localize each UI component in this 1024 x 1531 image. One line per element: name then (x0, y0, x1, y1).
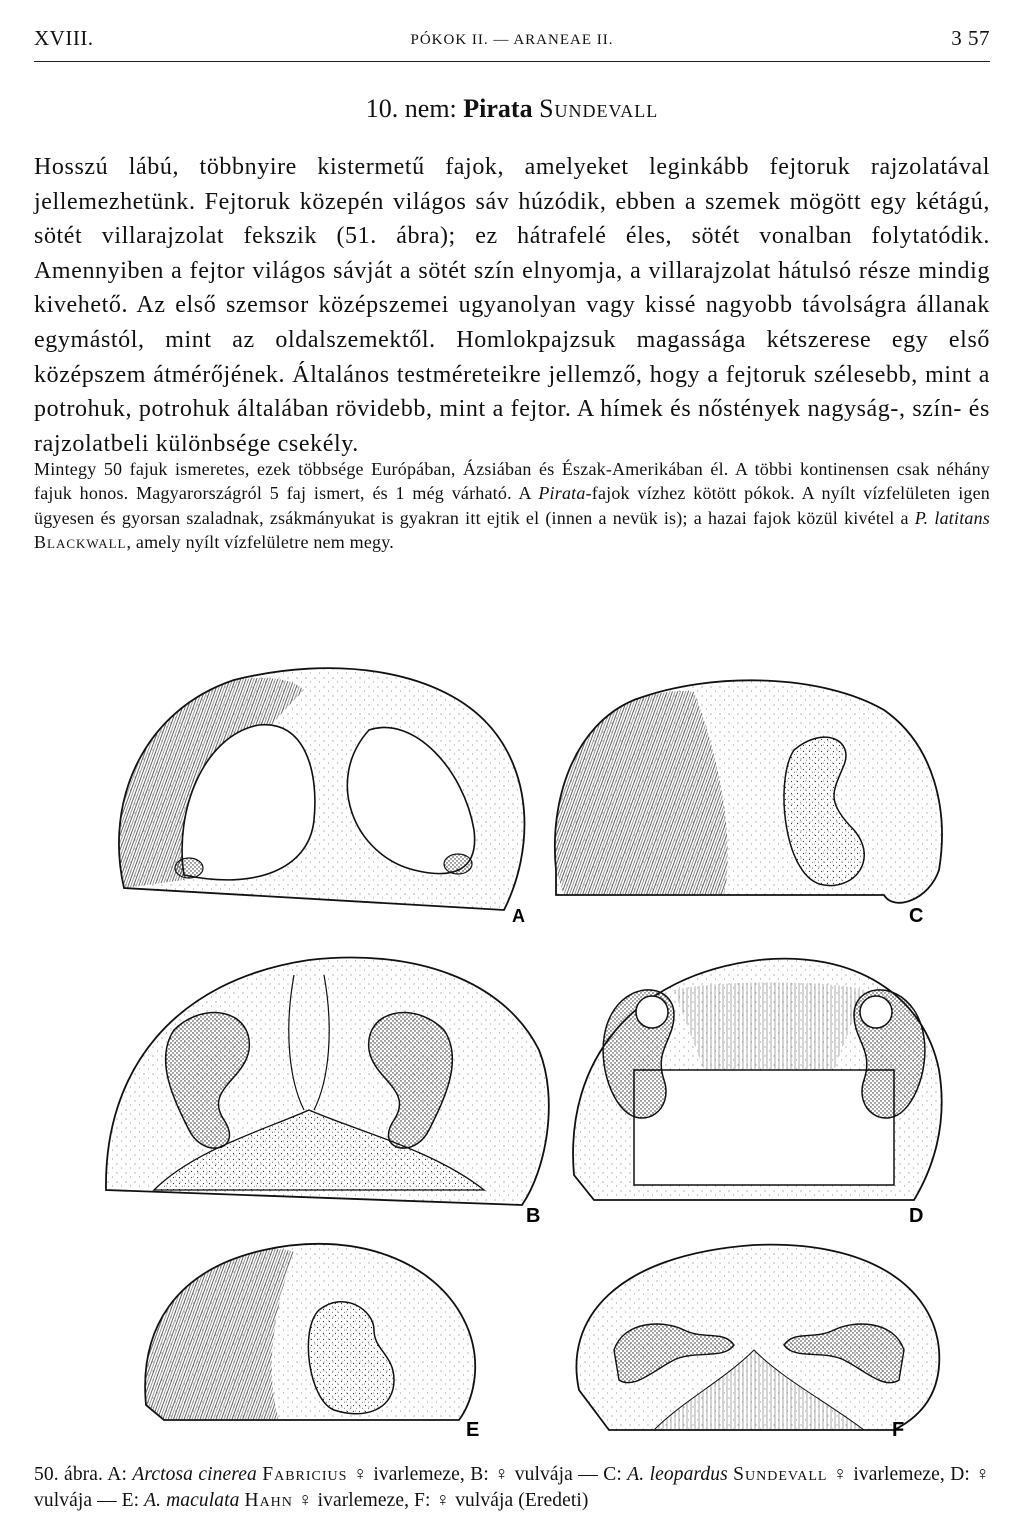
title-genus: Pirata (463, 94, 533, 123)
caption-author-1: Fabricius (262, 1464, 348, 1485)
panel-c-drawing (555, 680, 942, 902)
para2-author: Blackwall (34, 531, 127, 552)
panel-label-a: A (512, 906, 525, 926)
caption-species-2: A. leopardus (627, 1464, 728, 1485)
header-rule (34, 61, 990, 62)
panel-b-drawing (106, 958, 549, 1205)
para2-text-2: -fajok vízhez kötött pókok. A nyílt vízfelületen igen ügyesen és gyorsan szaladnak, zsákmányukat is gyakran itt ejtik el (innen a nevük is); a hazai fajok közül kivétel a (34, 483, 990, 528)
caption-species-1: Arctosa cinerea (132, 1464, 257, 1485)
title-author: Sundevall (539, 94, 659, 123)
panel-label-b: B (526, 1205, 541, 1227)
caption-text-2: ♀ ivarlemeze, B: ♀ vulvája — C: (347, 1464, 628, 1485)
panel-label-d: D (909, 1205, 924, 1227)
figure-caption (34, 1462, 990, 1514)
figure-epigyne-drawings (34, 630, 1000, 1450)
title-prefix: 10. nem: (365, 94, 464, 123)
caption-author-2: Sundevall (733, 1464, 828, 1485)
section-title (0, 94, 1024, 124)
panel-d-drawing (573, 959, 942, 1200)
genus-description-paragraph: Hosszú lábú, többnyire kistermetű fajok, amelyeket leginkább fejtoruk rajzolatával jellemezhetünk. Fejtoruk közepén világos sáv húzódik, ebben a szemek mögött egy kétágú, sötét villarajzolat fekszik (51. ábra); ez hátrafelé éles, sötét vonalban folytatódik. Amennyiben a fejtor világos sávját a sötét szín elnyomja, a villarajzolat hátulsó része mindig kivehető. Az első szemsor középszemei ugyanolyan vagy kissé nagyobb távolságra állanak egymástól, mint az oldalszemektől. Homlokpajzsuk magassága kétszerese egy első középszem átmérőjének. Általános testméreteikre jellemző, hogy a fejtoruk szélesebb, mint a potrohuk, potrohuk általában rövidebb, mint a fejtor. A hímek és nőstények nagyság-, szín- és rajzolatbeli különbsége csekély. (34, 154, 990, 457)
caption-text-3: ♀ ivarlemeze, D: ♀ vulvája — E: (34, 1464, 991, 1511)
para2-text-1: Mintegy 50 fajuk ismeretes, ezek többsége Európában, Ázsiában és Észak-Amerikában él. A többi kontinensen csak néhány fajuk honos. Magyarországról 5 faj ismert, és 1 még várható. A (34, 459, 990, 504)
caption-author-3: Hahn (244, 1490, 293, 1511)
panel-e-drawing (145, 1244, 475, 1420)
running-head-volume: XVIII. (34, 26, 94, 50)
panel-f-drawing (576, 1245, 939, 1430)
panel-a-drawing (119, 668, 525, 910)
page-number: 3 57 (951, 26, 990, 50)
panel-label-e: E (466, 1419, 480, 1441)
caption-text-1: 50. ábra. A: (34, 1464, 133, 1485)
caption-species-3: A. maculata (144, 1490, 240, 1511)
para2-italic-species: P. latitans (914, 507, 991, 528)
panel-label-c: C (909, 905, 924, 927)
running-head-title: PÓKOK II. — ARANEAE II. (410, 32, 614, 48)
distribution-paragraph (34, 457, 990, 554)
panel-label-f: F (892, 1419, 905, 1441)
para2-text-3: , amely nyílt vízfelületre nem megy. (126, 531, 394, 552)
caption-text-4: ♀ ivarlemeze, F: ♀ vulvája (Eredeti) (292, 1490, 589, 1511)
para2-italic-genus: Pirata (538, 483, 586, 504)
